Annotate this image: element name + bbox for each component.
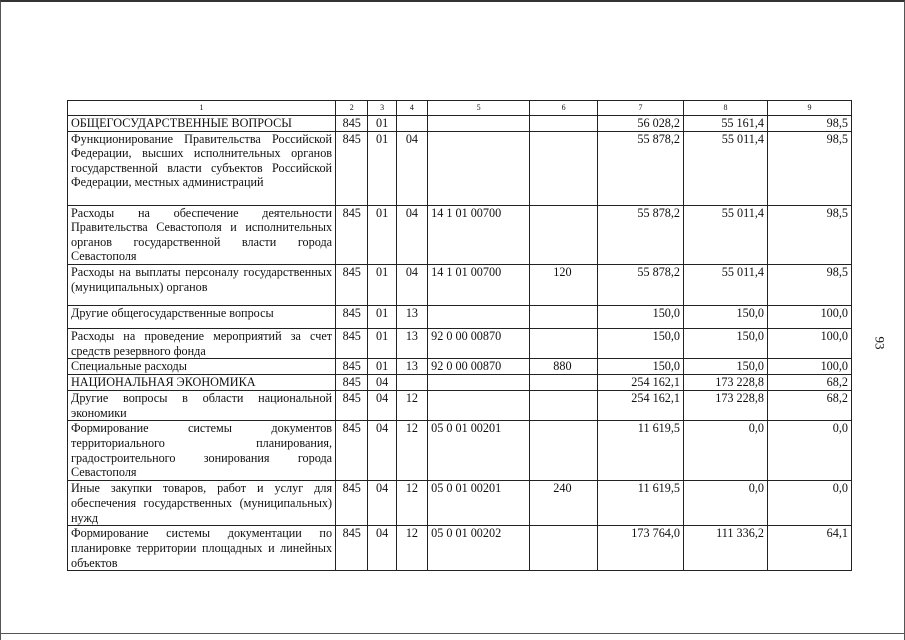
target-article-code: 05 0 01 00201 [428, 481, 530, 526]
ministry-code: 845 [336, 421, 368, 481]
header-cell: 2 [336, 101, 368, 116]
actual-amount: 55 011,4 [684, 205, 768, 264]
planned-amount: 55 878,2 [598, 205, 684, 264]
header-cell: 5 [428, 101, 530, 116]
execution-percent: 100,0 [767, 305, 851, 328]
section-code: 01 [368, 305, 396, 328]
subsection-code: 12 [396, 391, 427, 421]
table-row [68, 526, 852, 571]
target-article-code [428, 305, 530, 328]
expense-type-code [530, 375, 598, 391]
expense-type-code [530, 391, 598, 421]
row-name: ОБЩЕГОСУДАРСТВЕННЫЕ ВОПРОСЫ [68, 116, 336, 132]
actual-amount: 0,0 [684, 481, 768, 526]
subsection-code [396, 375, 427, 391]
actual-amount: 55 011,4 [684, 131, 768, 205]
table-row [68, 391, 852, 421]
section-code: 01 [368, 359, 396, 375]
planned-amount: 55 878,2 [598, 131, 684, 205]
section-code: 04 [368, 526, 396, 571]
execution-percent: 100,0 [767, 328, 851, 358]
target-article-code [428, 131, 530, 205]
actual-amount: 173 228,8 [684, 391, 768, 421]
expense-type-code [530, 205, 598, 264]
subsection-code: 04 [396, 264, 427, 305]
subsection-code: 04 [396, 131, 427, 205]
subsection-code: 13 [396, 328, 427, 358]
ministry-code: 845 [336, 391, 368, 421]
table-row [68, 481, 852, 526]
subsection-code: 04 [396, 205, 427, 264]
table-row [68, 116, 852, 132]
section-code: 04 [368, 481, 396, 526]
row-name: Расходы на проведение мероприятий за счет средств резервного фонда [68, 328, 336, 358]
subsection-code: 12 [396, 526, 427, 571]
section-code: 04 [368, 421, 396, 481]
ministry-code: 845 [336, 264, 368, 305]
subsection-code [396, 116, 427, 132]
ministry-code: 845 [336, 375, 368, 391]
table-row [68, 359, 852, 375]
header-cell: 4 [396, 101, 427, 116]
subsection-code: 12 [396, 421, 427, 481]
planned-amount: 55 878,2 [598, 264, 684, 305]
target-article-code [428, 391, 530, 421]
execution-percent: 68,2 [767, 391, 851, 421]
expense-type-code [530, 116, 598, 132]
header-cell: 3 [368, 101, 396, 116]
ministry-code: 845 [336, 481, 368, 526]
header-cell: 8 [684, 101, 768, 116]
row-name: НАЦИОНАЛЬНАЯ ЭКОНОМИКА [68, 375, 336, 391]
execution-percent: 68,2 [767, 375, 851, 391]
execution-percent: 0,0 [767, 481, 851, 526]
budget-table [67, 100, 852, 571]
expense-type-code [530, 526, 598, 571]
ministry-code: 845 [336, 359, 368, 375]
target-article-code: 92 0 00 00870 [428, 359, 530, 375]
actual-amount: 55 011,4 [684, 264, 768, 305]
expense-type-code: 120 [530, 264, 598, 305]
execution-percent: 98,5 [767, 131, 851, 205]
planned-amount: 11 619,5 [598, 481, 684, 526]
execution-percent: 100,0 [767, 359, 851, 375]
ministry-code: 845 [336, 305, 368, 328]
actual-amount: 55 161,4 [684, 116, 768, 132]
planned-amount: 254 162,1 [598, 375, 684, 391]
planned-amount: 56 028,2 [598, 116, 684, 132]
target-article-code: 14 1 01 00700 [428, 264, 530, 305]
actual-amount: 111 336,2 [684, 526, 768, 571]
subsection-code: 13 [396, 305, 427, 328]
target-article-code: 92 0 00 00870 [428, 328, 530, 358]
actual-amount: 150,0 [684, 305, 768, 328]
target-article-code: 05 0 01 00201 [428, 421, 530, 481]
header-cell: 6 [530, 101, 598, 116]
expense-type-code [530, 328, 598, 358]
row-name: Другие общегосударственные вопросы [68, 305, 336, 328]
table-row [68, 205, 852, 264]
ministry-code: 845 [336, 131, 368, 205]
section-code: 01 [368, 131, 396, 205]
table-row [68, 305, 852, 328]
row-name: Иные закупки товаров, работ и услуг для обеспечения государственных (муниципальных) нужд [68, 481, 336, 526]
target-article-code: 05 0 01 00202 [428, 526, 530, 571]
section-code: 01 [368, 116, 396, 132]
page-number: 93 [872, 336, 888, 350]
actual-amount: 150,0 [684, 359, 768, 375]
row-name: Расходы на обеспечение деятельности Правительства Севастополя и исполнительных органов государственной власти города Севастополя [68, 205, 336, 264]
actual-amount: 0,0 [684, 421, 768, 481]
subsection-code: 12 [396, 481, 427, 526]
execution-percent: 0,0 [767, 421, 851, 481]
target-article-code [428, 116, 530, 132]
execution-percent: 98,5 [767, 205, 851, 264]
execution-percent: 98,5 [767, 264, 851, 305]
row-name: Расходы на выплаты персоналу государственных (муниципальных) органов [68, 264, 336, 305]
section-code: 04 [368, 391, 396, 421]
ministry-code: 845 [336, 205, 368, 264]
header-cell: 1 [68, 101, 336, 116]
row-name: Функционирование Правительства Российской Федерации, высших исполнительных органов государственной власти субъектов Российской Федерации, местных администраций [68, 131, 336, 205]
ministry-code: 845 [336, 328, 368, 358]
planned-amount: 173 764,0 [598, 526, 684, 571]
target-article-code: 14 1 01 00700 [428, 205, 530, 264]
expense-type-code: 240 [530, 481, 598, 526]
expense-type-code [530, 131, 598, 205]
section-code: 01 [368, 205, 396, 264]
row-name: Формирование системы документов территориального планирования, градостроительного зонирования города Севастополя [68, 421, 336, 481]
actual-amount: 173 228,8 [684, 375, 768, 391]
planned-amount: 150,0 [598, 328, 684, 358]
column-number-header-row [68, 101, 852, 116]
planned-amount: 254 162,1 [598, 391, 684, 421]
planned-amount: 150,0 [598, 359, 684, 375]
execution-percent: 98,5 [767, 116, 851, 132]
row-name: Специальные расходы [68, 359, 336, 375]
section-code: 01 [368, 328, 396, 358]
row-name: Другие вопросы в области национальной экономики [68, 391, 336, 421]
target-article-code [428, 375, 530, 391]
table-row [68, 421, 852, 481]
section-code: 01 [368, 264, 396, 305]
table-row [68, 264, 852, 305]
expense-type-code [530, 421, 598, 481]
planned-amount: 11 619,5 [598, 421, 684, 481]
expense-type-code: 880 [530, 359, 598, 375]
subsection-code: 13 [396, 359, 427, 375]
page-bottom-line [0, 633, 905, 634]
ministry-code: 845 [336, 116, 368, 132]
table-row [68, 131, 852, 205]
header-cell: 9 [767, 101, 851, 116]
execution-percent: 64,1 [767, 526, 851, 571]
header-cell: 7 [598, 101, 684, 116]
table-row [68, 375, 852, 391]
ministry-code: 845 [336, 526, 368, 571]
row-name: Формирование системы документации по планировке территории площадных и линейных объектов [68, 526, 336, 571]
table-row [68, 328, 852, 358]
section-code: 04 [368, 375, 396, 391]
expense-type-code [530, 305, 598, 328]
actual-amount: 150,0 [684, 328, 768, 358]
planned-amount: 150,0 [598, 305, 684, 328]
